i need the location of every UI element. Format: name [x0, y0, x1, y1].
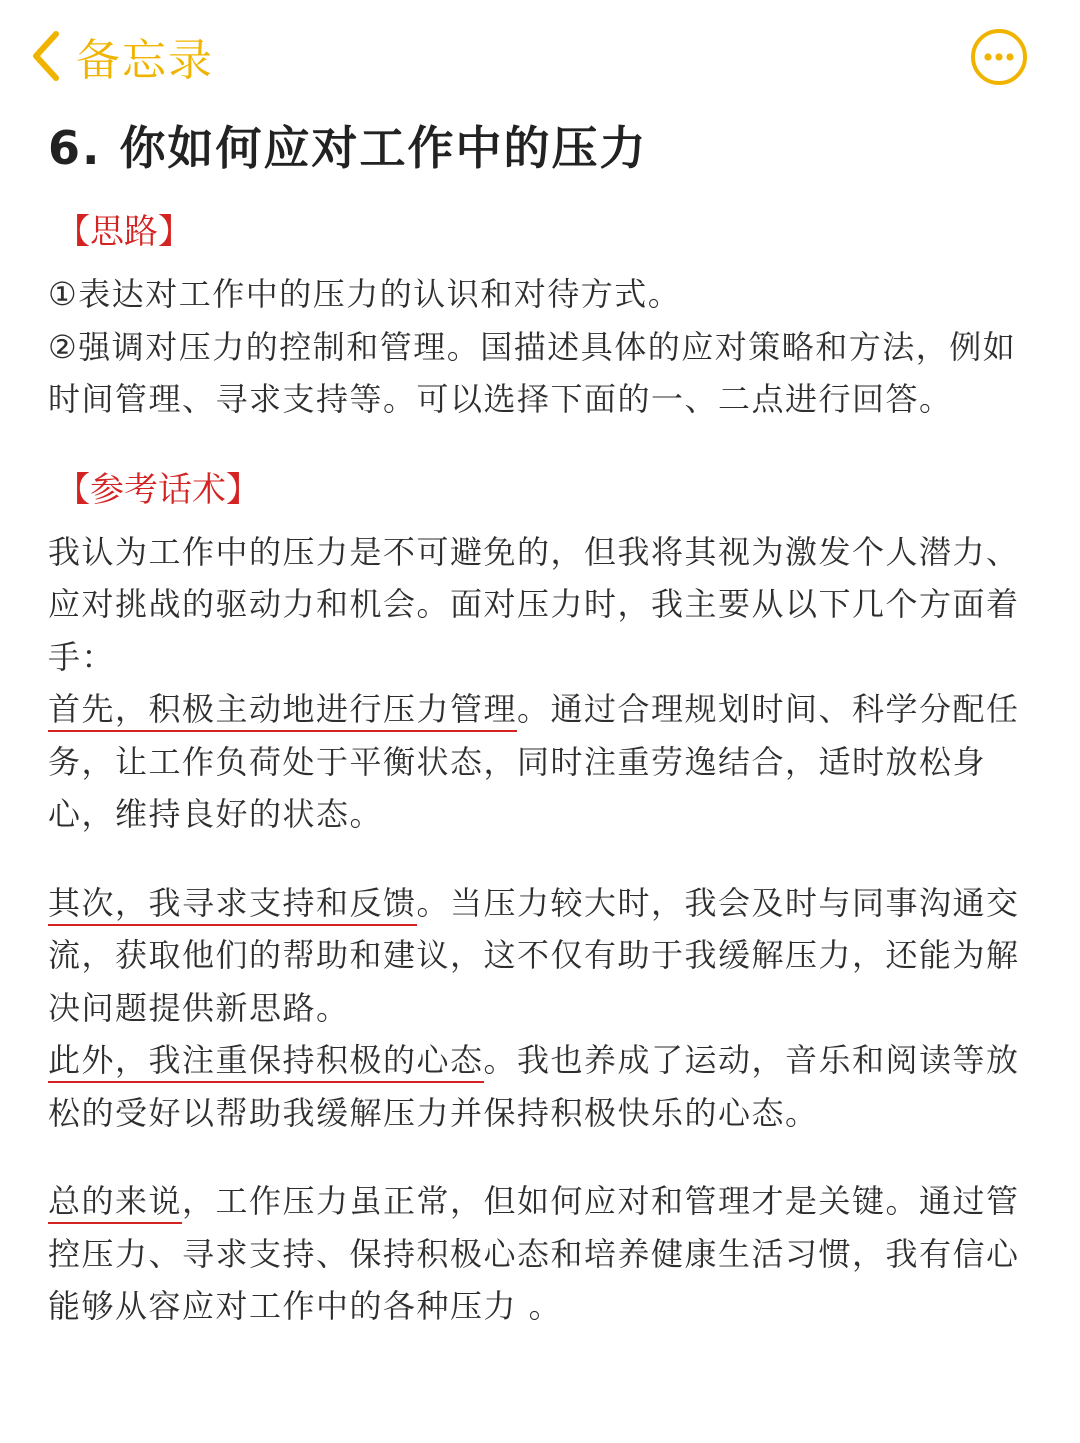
- more-horizontal-icon: [970, 71, 1028, 90]
- back-label: 备忘录: [76, 35, 214, 86]
- more-options-button[interactable]: [970, 28, 1028, 86]
- paragraph-conclusion-text: ，工作压力虽正常，但如何应对和管理才是关键。通过管控压力、寻求支持、保持积极心态和培养健康生活习惯，我有信心能够从容应对工作中的各种压力 。: [48, 1182, 1020, 1325]
- paragraph-third-text: 。我也养成了运动，音乐和阅读等放松的受好以帮助我缓解压力并保持积极快乐的心态。: [48, 1041, 1020, 1132]
- section-label-reference-script: 【参考话术】: [56, 469, 260, 510]
- paragraph-conclusion: [48, 1175, 1048, 1333]
- idea-2: ②强调对压力的控制和管理。国描述具体的应对策略和方法，例如时间管理、寻求支持等。可以选择下面的一、二点进行回答。: [48, 327, 1017, 418]
- paragraph-first: [48, 683, 1048, 841]
- underlined-phrase-second: 其次，我寻求支持和反馈: [48, 884, 417, 926]
- section-label-approach: 【思路】: [56, 212, 192, 252]
- chevron-left-icon: [28, 30, 62, 82]
- navigation-bar: [0, 0, 1080, 110]
- idea-1: ①表达对工作中的压力的认识和对待方式。: [48, 275, 682, 313]
- paragraph-third: [48, 1034, 1048, 1139]
- paragraph-second-text: 。当压力较大时，我会及时与同事沟通交流，获取他们的帮助和建议，这不仅有助于我缓解压力，还能为解决问题提供新思路。: [48, 883, 1020, 1027]
- underlined-phrase-conclusion: 总的来说: [48, 1182, 182, 1224]
- intro-paragraph: 我认为工作中的压力是不可避免的，但我将其视为激发个人潜力、应对挑战的驱动力和机会。面对压力时，我主要从以下几个方面着手：: [48, 532, 1020, 676]
- note-content[interactable]: [48, 116, 1048, 1333]
- underlined-phrase-first: 首先，积极主动地进行压力管理: [48, 690, 517, 732]
- back-button[interactable]: [28, 26, 214, 86]
- paragraph-first-text: 。通过合理规划时间、科学分配任务，让工作负荷处于平衡状态，同时注重劳逸结合，适时放松身心，维持良好的状态。: [48, 690, 1020, 833]
- paragraph-second: [48, 877, 1048, 1035]
- underlined-phrase-third: 此外，我注重保持积极的心态: [48, 1041, 484, 1083]
- note-title: 6. 你如何应对工作中的压力: [48, 121, 648, 175]
